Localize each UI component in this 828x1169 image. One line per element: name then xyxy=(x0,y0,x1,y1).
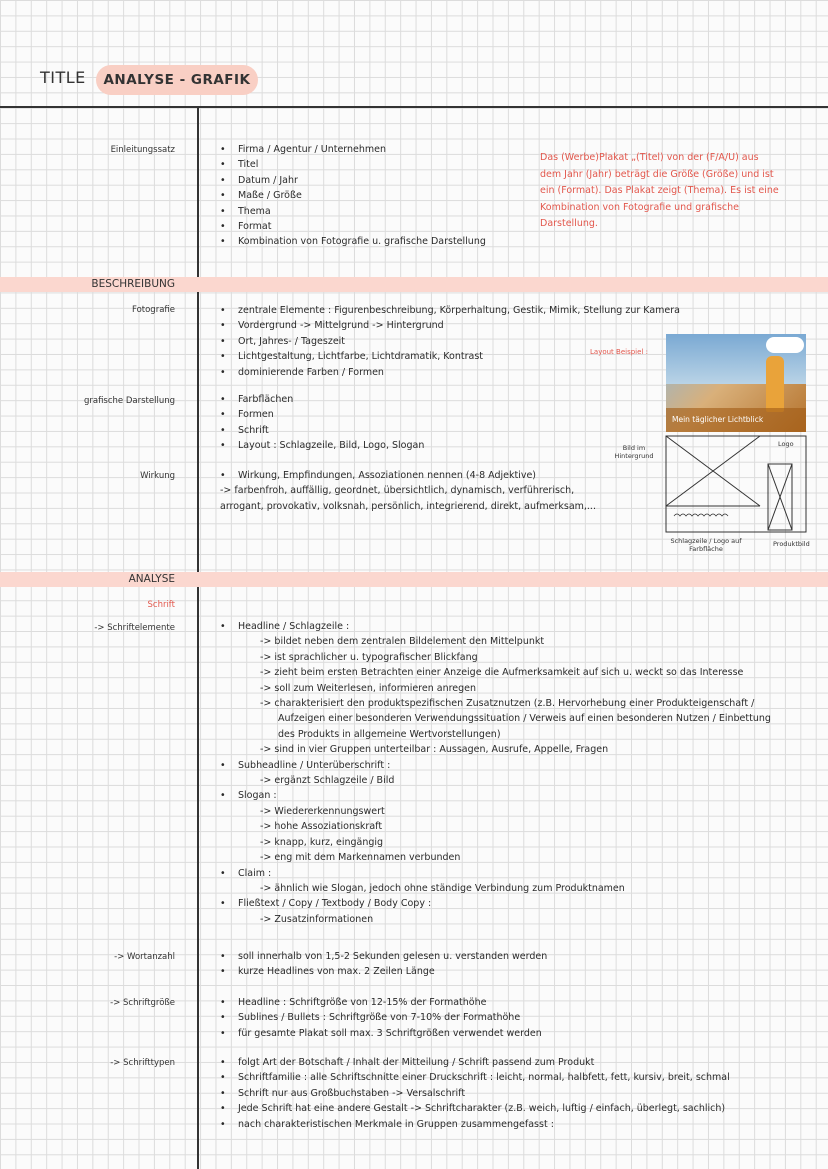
list-item: • Thema xyxy=(220,204,486,219)
list-item: des Produkts in allgemeine Wertvorstellungen) xyxy=(278,728,501,740)
list-item: -> farbenfroh, auffällig, geordnet, übersichtlich, dynamisch, verführerisch, xyxy=(220,485,575,497)
list-item: • Fließtext / Copy / Textbody / Body Copy : xyxy=(220,896,771,911)
list-item: • Schriftfamilie : alle Schriftschnitte einer Druckschrift : leicht, normal, halbfett, fett, kursiv, breit, schmal xyxy=(220,1070,730,1085)
list-item: • Schrift xyxy=(220,423,424,438)
list-item: • Maße / Größe xyxy=(220,188,486,203)
grafisch-list xyxy=(220,392,424,454)
list-item: • Headline / Schlagzeile : xyxy=(220,619,771,634)
list-item: -> soll zum Weiterlesen, informieren anregen xyxy=(260,682,477,694)
list-item: • Kombination von Fotografie u. grafische Darstellung xyxy=(220,234,486,249)
list-item: • Titel xyxy=(220,157,486,172)
list-item: -> Wiedererkennungswert xyxy=(260,805,385,817)
photo-caption: Mein täglicher Lichtblick xyxy=(666,408,806,432)
list-item: -> zieht beim ersten Betrachten einer Anzeige die Aufmerksamkeit auf sich u. weckt so das Interesse xyxy=(260,667,744,679)
list-item: • Vordergrund -> Mittelgrund -> Hintergrund xyxy=(220,318,680,333)
margin-divider xyxy=(197,106,199,1169)
layout-sketch xyxy=(664,434,808,534)
sketch-logo-label: Logo xyxy=(778,440,794,448)
einleitung-label: Einleitungssatz xyxy=(110,145,175,155)
schriftgroesse-list xyxy=(220,995,542,1041)
list-item: -> ähnlich wie Slogan, jedoch ohne ständige Verbindung zum Produktnamen xyxy=(260,882,625,894)
section-heading-beschreibung: BESCHREIBUNG xyxy=(91,278,175,290)
sketch-schlag-label: Schlagzeile / Logo auf Farbfläche xyxy=(670,537,742,553)
list-item: • Firma / Agentur / Unternehmen xyxy=(220,142,486,157)
title-label: TITLE xyxy=(40,68,86,87)
schriftelemente-label: -> Schriftelemente xyxy=(94,623,175,633)
list-item: -> knapp, kurz, eingängig xyxy=(260,836,384,848)
schrift-label: Schrift xyxy=(147,600,175,610)
list-item: -> eng mit dem Markennamen verbunden xyxy=(260,852,461,864)
list-item: • dominierende Farben / Formen xyxy=(220,365,680,380)
brand-logo xyxy=(766,337,804,353)
list-item: -> sind in vier Gruppen unterteilbar : Aussagen, Ausrufe, Appelle, Fragen xyxy=(260,744,609,756)
list-item: • Schrift nur aus Großbuchstaben -> Versalschrift xyxy=(220,1086,730,1101)
list-item: • Format xyxy=(220,219,486,234)
list-item: • Headline : Schriftgröße von 12-15% der Formathöhe xyxy=(220,995,542,1010)
wirkung-list xyxy=(220,468,596,514)
einleitung-note: Das (Werbe)Plakat „(Titel) von der (F/A/U) aus dem Jahr (Jahr) beträgt die Größe (Größe) und ist ein (Format). Das Plakat zeigt (Thema). Es ist eine Kombination von Fotografie und grafische Darstellung. xyxy=(540,152,779,229)
list-item: arrogant, provokativ, volksnah, persönlich, integrierend, direkt, aufmerksam,... xyxy=(220,500,596,512)
sketch-bild-label: Bild im Hintergrund xyxy=(614,444,654,460)
list-item: • für gesamte Plakat soll max. 3 Schriftgrößen verwendet werden xyxy=(220,1026,542,1041)
einleitung-list xyxy=(220,142,486,250)
list-item: • soll innerhalb von 1,5-2 Sekunden gelesen u. verstanden werden xyxy=(220,949,547,964)
layout-example-tag: Layout Beispiel : xyxy=(590,348,648,356)
list-item: -> charakterisiert den produktspezifischen Zusatznutzen (z.B. Hervorhebung einer Produkteigenschaft / xyxy=(260,698,755,710)
list-item: • Subheadline / Unterüberschrift : xyxy=(220,758,771,773)
list-item: • Ort, Jahres- / Tageszeit xyxy=(220,334,680,349)
sketch-headline-scribble xyxy=(674,514,728,516)
list-item: Aufzeigen einer besonderen Verwendungssituation / Verweis auf einen besonderen Nutzen / Einbettung xyxy=(278,713,771,725)
list-item: • Sublines / Bullets : Schriftgröße von 7-10% der Formathöhe xyxy=(220,1010,542,1025)
list-item: • Claim : xyxy=(220,866,771,881)
list-item: • Slogan : xyxy=(220,788,771,803)
list-item: • Lichtgestaltung, Lichtfarbe, Lichtdramatik, Kontrast xyxy=(220,349,680,364)
header-divider xyxy=(0,106,828,108)
list-item: • Layout : Schlagzeile, Bild, Logo, Slogan xyxy=(220,438,424,453)
list-item: -> bildet neben dem zentralen Bildelement den Mittelpunkt xyxy=(260,636,545,648)
schrifttypen-list xyxy=(220,1055,730,1132)
list-item: • zentrale Elemente : Figurenbeschreibung, Körperhaltung, Gestik, Mimik, Stellung zur Kamera xyxy=(220,303,680,318)
list-item: • Datum / Jahr xyxy=(220,173,486,188)
list-item: • nach charakteristischen Merkmale in Gruppen zusammengefasst : xyxy=(220,1117,730,1132)
schriftgroesse-label: -> Schriftgröße xyxy=(110,998,175,1008)
list-item: -> hohe Assoziationskraft xyxy=(260,821,383,833)
fotografie-label: Fotografie xyxy=(131,305,175,315)
grafisch-label: grafische Darstellung xyxy=(83,396,175,406)
product-bottle xyxy=(766,356,784,412)
schriftelemente-list xyxy=(220,619,771,927)
list-item: • Formen xyxy=(220,407,424,422)
list-item: -> Zusatzinformationen xyxy=(260,913,374,925)
list-item: • Wirkung, Empfindungen, Assoziationen nennen (4-8 Adjektive) xyxy=(220,468,596,483)
example-photo xyxy=(666,334,806,432)
wortanzahl-label: -> Wortanzahl xyxy=(114,952,175,962)
fotografie-list xyxy=(220,303,680,380)
wortanzahl-list xyxy=(220,949,547,980)
schrifttypen-label: -> Schrifttypen xyxy=(110,1058,175,1068)
list-item: • Jede Schrift hat eine andere Gestalt -> Schriftcharakter (z.B. weich, luftig / einfach, überlegt, sachlich) xyxy=(220,1101,730,1116)
wirkung-label: Wirkung xyxy=(140,471,175,481)
list-item: • Farbflächen xyxy=(220,392,424,407)
page-title: ANALYSE - GRAFIK xyxy=(96,65,258,95)
section-heading-analyse: ANALYSE xyxy=(128,573,175,585)
list-item: • folgt Art der Botschaft / Inhalt der Mitteilung / Schrift passend zum Produkt xyxy=(220,1055,730,1070)
list-item: • kurze Headlines von max. 2 Zeilen Länge xyxy=(220,964,547,979)
list-item: -> ergänzt Schlagzeile / Bild xyxy=(260,775,395,787)
sketch-produkt-label: Produktbild xyxy=(773,540,810,548)
list-item: -> ist sprachlicher u. typografischer Blickfang xyxy=(260,651,478,663)
